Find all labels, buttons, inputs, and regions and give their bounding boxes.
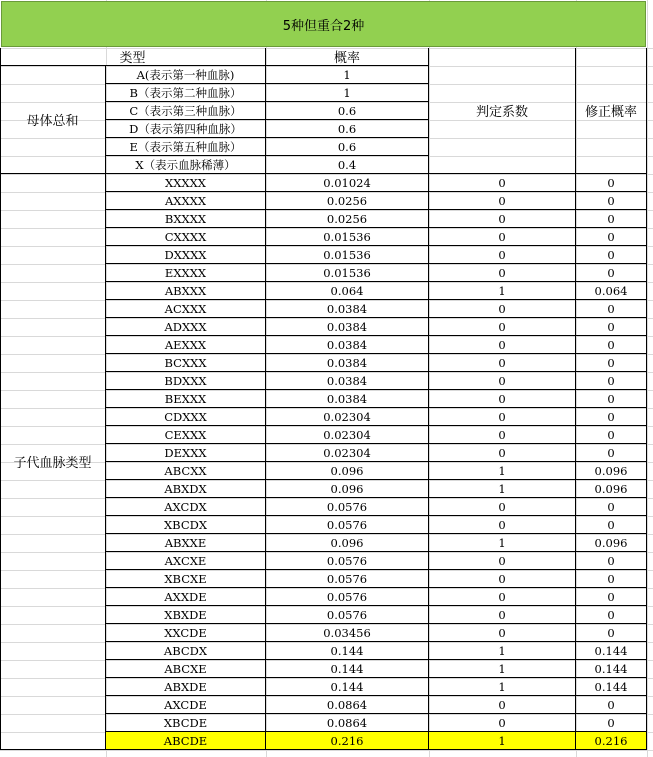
child-corrected-text: 0	[607, 193, 615, 208]
child-judge[interactable]	[429, 390, 576, 408]
parent-prob-text: 1	[343, 85, 351, 100]
child-corrected-text: 0	[607, 265, 615, 280]
child-judge[interactable]	[429, 480, 576, 498]
header-prob[interactable]	[266, 48, 429, 66]
child-prob-text: 0.0384	[326, 337, 368, 352]
child-type[interactable]	[106, 480, 266, 498]
child-prob-text: 0.03456	[323, 625, 371, 640]
parent-type-text: D（表示第四种血脉）	[129, 121, 242, 136]
child-corrected[interactable]	[576, 192, 647, 210]
child-type[interactable]	[106, 192, 266, 210]
header-prob-text: 概率	[333, 51, 360, 66]
child-corrected-text: 0	[607, 373, 615, 388]
child-type-text: BCXXX	[164, 355, 207, 370]
child-corrected[interactable]	[576, 300, 647, 318]
child-corrected-text: 0	[607, 319, 615, 334]
child-corrected[interactable]	[576, 372, 647, 390]
child-judge[interactable]	[429, 444, 576, 462]
child-type[interactable]	[106, 624, 266, 642]
child-type-text: ACXXX	[164, 301, 207, 316]
child-judge[interactable]	[429, 624, 576, 642]
child-type-text: CXXXX	[164, 229, 207, 244]
child-judge[interactable]	[429, 282, 576, 300]
child-corrected-text: 0	[607, 355, 615, 370]
child-judge-text: 0	[498, 337, 506, 352]
child-prob-text: 0.0576	[326, 553, 368, 568]
child-type[interactable]	[106, 174, 266, 192]
child-judge[interactable]	[429, 210, 576, 228]
child-corrected-text: 0	[607, 391, 615, 406]
child-type[interactable]	[106, 390, 266, 408]
child-prob[interactable]	[266, 534, 429, 552]
child-judge-text: 0	[498, 427, 506, 442]
child-type[interactable]	[106, 498, 266, 516]
child-corrected[interactable]	[576, 174, 647, 192]
child-type[interactable]	[106, 732, 266, 750]
child-corrected-text: 0	[607, 445, 615, 460]
child-prob[interactable]	[266, 498, 429, 516]
child-prob[interactable]	[266, 282, 429, 300]
gridline	[0, 750, 653, 751]
child-type-text: ABXDX	[164, 481, 207, 496]
child-prob[interactable]	[266, 300, 429, 318]
child-corrected-text: 0	[607, 697, 615, 712]
child-judge[interactable]	[429, 174, 576, 192]
child-corrected[interactable]	[576, 426, 647, 444]
child-prob-text: 0.216	[330, 733, 364, 748]
child-corrected-text: 0	[607, 211, 615, 226]
child-prob[interactable]	[266, 462, 429, 480]
child-type[interactable]	[106, 642, 266, 660]
child-judge-text: 1	[498, 679, 506, 694]
child-corrected-text: 0	[607, 517, 615, 532]
child-prob[interactable]	[266, 408, 429, 426]
child-type[interactable]	[106, 228, 266, 246]
child-corrected-text: 0	[607, 247, 615, 262]
child-prob[interactable]	[266, 444, 429, 462]
child-corrected-text: 0.096	[594, 481, 628, 496]
parent-prob-text: 0.6	[337, 139, 357, 154]
child-judge[interactable]	[429, 588, 576, 606]
child-corrected-text: 0	[607, 589, 615, 604]
child-corrected[interactable]	[576, 264, 647, 282]
child-prob-text: 0.0864	[326, 697, 368, 712]
child-judge-text: 0	[498, 625, 506, 640]
child-judge[interactable]	[429, 246, 576, 264]
child-corrected-text: 0.144	[594, 679, 628, 694]
child-judge-text: 1	[498, 661, 506, 676]
child-type-text: XBXDE	[164, 607, 207, 622]
child-type[interactable]	[106, 660, 266, 678]
child-type[interactable]	[106, 264, 266, 282]
child-prob-text: 0.0256	[326, 211, 368, 226]
child-judge-text: 0	[498, 715, 506, 730]
parent-type[interactable]	[106, 102, 266, 120]
child-prob[interactable]	[266, 426, 429, 444]
child-corrected-text: 0	[607, 175, 615, 190]
child-corrected[interactable]	[576, 534, 647, 552]
child-prob[interactable]	[266, 390, 429, 408]
child-judge[interactable]	[429, 678, 576, 696]
child-corrected-text: 0	[607, 607, 615, 622]
header-judge[interactable]	[429, 48, 576, 174]
child-judge[interactable]	[429, 318, 576, 336]
child-type-text: AXCDX	[164, 499, 207, 514]
child-prob-text: 0.096	[330, 481, 364, 496]
child-prob-text: 0.0384	[326, 373, 368, 388]
child-type-text: ABXXE	[164, 535, 207, 550]
sheet-title-banner[interactable]	[1, 1, 646, 47]
child-type-text: DEXXX	[164, 445, 207, 460]
child-prob[interactable]	[266, 642, 429, 660]
child-corrected[interactable]	[576, 228, 647, 246]
child-judge-text: 0	[498, 193, 506, 208]
child-prob-text: 0.096	[330, 463, 364, 478]
child-corrected-text: 0.144	[594, 661, 628, 676]
child-corrected-text: 0	[607, 427, 615, 442]
child-judge-text: 0	[498, 553, 506, 568]
child-group-label-text: 子代血脉类型	[13, 456, 92, 471]
child-prob[interactable]	[266, 570, 429, 588]
parent-type[interactable]	[106, 156, 266, 174]
child-type[interactable]	[106, 678, 266, 696]
child-judge-text: 0	[498, 265, 506, 280]
child-type-text: XBCDX	[163, 517, 208, 532]
child-judge-text: 0	[498, 229, 506, 244]
child-judge[interactable]	[429, 264, 576, 282]
child-group-label[interactable]	[0, 174, 106, 750]
child-type[interactable]	[106, 552, 266, 570]
child-prob[interactable]	[266, 228, 429, 246]
child-prob-text: 0.0576	[326, 499, 368, 514]
child-prob[interactable]	[266, 210, 429, 228]
child-judge-text: 0	[498, 319, 506, 334]
child-corrected[interactable]	[576, 498, 647, 516]
child-prob-text: 0.0384	[326, 319, 368, 334]
child-prob[interactable]	[266, 678, 429, 696]
parent-type-text: B（表示第二种血脉）	[129, 85, 242, 100]
child-corrected[interactable]	[576, 588, 647, 606]
gridline	[647, 0, 648, 757]
child-judge-text: 0	[498, 247, 506, 262]
child-judge-text: 0	[498, 409, 506, 424]
child-judge-text: 1	[498, 481, 506, 496]
child-prob[interactable]	[266, 732, 429, 750]
child-judge-text: 1	[498, 535, 506, 550]
parent-type[interactable]	[106, 66, 266, 84]
child-corrected[interactable]	[576, 336, 647, 354]
header-judge-text: 判定系数	[475, 105, 528, 120]
child-judge-text: 0	[498, 445, 506, 460]
parent-type-text: X（表示血脉稀薄）	[135, 157, 236, 172]
child-prob[interactable]	[266, 624, 429, 642]
sheet-title: 5种但重合2种	[282, 18, 365, 34]
child-corrected-text: 0.216	[594, 733, 628, 748]
child-type-text: AEXXX	[164, 337, 207, 352]
child-prob-text: 0.0384	[326, 301, 368, 316]
child-judge-text: 0	[498, 211, 506, 226]
parent-type-text: E（表示第五种血脉）	[129, 139, 242, 154]
child-corrected[interactable]	[576, 246, 647, 264]
child-corrected[interactable]	[576, 408, 647, 426]
child-type[interactable]	[106, 408, 266, 426]
child-judge[interactable]	[429, 300, 576, 318]
parent-prob-text: 0.4	[337, 157, 357, 172]
parent-prob-text: 1	[343, 67, 351, 82]
child-judge[interactable]	[429, 498, 576, 516]
child-judge[interactable]	[429, 696, 576, 714]
child-type[interactable]	[106, 516, 266, 534]
child-corrected[interactable]	[576, 354, 647, 372]
child-prob-text: 0.0576	[326, 607, 368, 622]
child-prob[interactable]	[266, 660, 429, 678]
child-corrected[interactable]	[576, 390, 647, 408]
parent-prob[interactable]	[266, 84, 429, 102]
child-judge-text: 0	[498, 589, 506, 604]
child-prob-text: 0.01024	[323, 175, 371, 190]
child-prob-text: 0.0384	[326, 355, 368, 370]
child-corrected[interactable]	[576, 210, 647, 228]
child-type[interactable]	[106, 282, 266, 300]
child-type-text: BDXXX	[164, 373, 207, 388]
child-corrected[interactable]	[576, 444, 647, 462]
child-corrected[interactable]	[576, 570, 647, 588]
child-prob-text: 0.144	[330, 661, 364, 676]
child-corrected-text: 0	[607, 229, 615, 244]
child-corrected[interactable]	[576, 282, 647, 300]
child-type[interactable]	[106, 336, 266, 354]
child-judge-text: 0	[498, 499, 506, 514]
child-judge[interactable]	[429, 462, 576, 480]
child-prob[interactable]	[266, 552, 429, 570]
child-judge-text: 0	[498, 517, 506, 532]
child-judge-text: 1	[498, 463, 506, 478]
child-prob-text: 0.0384	[326, 391, 368, 406]
child-prob[interactable]	[266, 516, 429, 534]
child-type[interactable]	[106, 426, 266, 444]
child-type-text: CDXXX	[164, 409, 207, 424]
child-type-text: ABCXE	[164, 661, 207, 676]
child-type-text: XXCDE	[164, 625, 207, 640]
child-corrected[interactable]	[576, 318, 647, 336]
parent-prob[interactable]	[266, 66, 429, 84]
child-judge[interactable]	[429, 192, 576, 210]
child-type-text: ABCXX	[164, 463, 207, 478]
child-type[interactable]	[106, 372, 266, 390]
child-judge[interactable]	[429, 642, 576, 660]
child-type-text: AXXXX	[164, 193, 207, 208]
child-judge[interactable]	[429, 426, 576, 444]
child-judge[interactable]	[429, 354, 576, 372]
child-judge-text: 1	[498, 733, 506, 748]
child-type[interactable]	[106, 588, 266, 606]
parent-type-text: A(表示第一种血脉)	[136, 67, 235, 82]
child-prob-text: 0.0576	[326, 589, 368, 604]
child-judge-text: 0	[498, 355, 506, 370]
child-prob-text: 0.144	[330, 679, 364, 694]
parent-type[interactable]	[106, 138, 266, 156]
child-type-text: BEXXX	[164, 391, 207, 406]
child-prob[interactable]	[266, 696, 429, 714]
child-corrected[interactable]	[576, 642, 647, 660]
child-corrected[interactable]	[576, 516, 647, 534]
child-corrected[interactable]	[576, 732, 647, 750]
child-prob[interactable]	[266, 246, 429, 264]
parent-prob[interactable]	[266, 102, 429, 120]
child-judge[interactable]	[429, 552, 576, 570]
child-judge-text: 0	[498, 571, 506, 586]
child-judge[interactable]	[429, 606, 576, 624]
child-prob-text: 0.0576	[326, 517, 368, 532]
child-judge-text: 0	[498, 607, 506, 622]
child-type-text: ADXXX	[164, 319, 207, 334]
table-left-border	[0, 48, 1, 750]
child-prob-text: 0.0864	[326, 715, 368, 730]
child-type[interactable]	[106, 696, 266, 714]
child-judge[interactable]	[429, 516, 576, 534]
child-judge-text: 0	[498, 175, 506, 190]
child-judge[interactable]	[429, 570, 576, 588]
child-prob[interactable]	[266, 336, 429, 354]
child-type[interactable]	[106, 444, 266, 462]
child-prob[interactable]	[266, 354, 429, 372]
child-type-text: EXXXX	[164, 265, 207, 280]
child-prob-text: 0.02304	[323, 445, 371, 460]
child-corrected-text: 0	[607, 571, 615, 586]
child-corrected-text: 0	[607, 301, 615, 316]
child-judge-text: 0	[498, 373, 506, 388]
child-type[interactable]	[106, 714, 266, 732]
child-type[interactable]	[106, 210, 266, 228]
child-type-text: AXCXE	[164, 553, 207, 568]
child-prob-text: 0.0256	[326, 193, 368, 208]
child-judge[interactable]	[429, 228, 576, 246]
child-type[interactable]	[106, 462, 266, 480]
child-prob-text: 0.02304	[323, 427, 371, 442]
child-corrected[interactable]	[576, 624, 647, 642]
child-judge[interactable]	[429, 372, 576, 390]
child-corrected[interactable]	[576, 552, 647, 570]
child-judge[interactable]	[429, 660, 576, 678]
child-corrected[interactable]	[576, 462, 647, 480]
parent-prob[interactable]	[266, 138, 429, 156]
parent-prob[interactable]	[266, 156, 429, 174]
child-type[interactable]	[106, 318, 266, 336]
child-corrected-text: 0	[607, 715, 615, 730]
child-corrected-text: 0	[607, 409, 615, 424]
child-type-text: XBCXE	[164, 571, 207, 586]
child-type-text: XXXXX	[165, 175, 206, 190]
child-type-text: XBCDE	[163, 715, 208, 730]
child-judge-text: 0	[498, 391, 506, 406]
parent-prob[interactable]	[266, 120, 429, 138]
child-judge[interactable]	[429, 408, 576, 426]
child-prob-text: 0.01536	[323, 229, 371, 244]
child-judge[interactable]	[429, 732, 576, 750]
child-prob-text: 0.144	[330, 643, 364, 658]
child-type[interactable]	[106, 300, 266, 318]
child-prob-text: 0.01536	[323, 247, 371, 262]
child-type-text: AXCDE	[164, 697, 207, 712]
child-prob[interactable]	[266, 192, 429, 210]
child-type-text: ABCDE	[163, 733, 208, 748]
child-type[interactable]	[106, 246, 266, 264]
parent-prob-text: 0.6	[337, 103, 357, 118]
header-corrected-text: 修正概率	[584, 105, 637, 120]
child-prob[interactable]	[266, 714, 429, 732]
child-corrected[interactable]	[576, 696, 647, 714]
child-type-text: ABXXX	[164, 283, 207, 298]
child-judge[interactable]	[429, 714, 576, 732]
child-corrected[interactable]	[576, 714, 647, 732]
child-prob-text: 0.01536	[323, 265, 371, 280]
child-judge[interactable]	[429, 534, 576, 552]
child-type[interactable]	[106, 606, 266, 624]
child-prob-text: 0.02304	[323, 409, 371, 424]
child-judge-text: 1	[498, 643, 506, 658]
child-type-text: BXXXX	[164, 211, 207, 226]
child-type-text: ABCDX	[163, 643, 208, 658]
child-prob[interactable]	[266, 372, 429, 390]
child-corrected[interactable]	[576, 678, 647, 696]
parent-type-text: C（表示第三种血脉）	[129, 103, 242, 118]
child-prob-text: 0.064	[330, 283, 364, 298]
child-judge-text: 0	[498, 697, 506, 712]
child-prob[interactable]	[266, 606, 429, 624]
child-corrected-text: 0	[607, 553, 615, 568]
child-type[interactable]	[106, 354, 266, 372]
child-type[interactable]	[106, 534, 266, 552]
header-corrected[interactable]	[576, 48, 647, 174]
child-judge-text: 0	[498, 301, 506, 316]
child-judge-text: 1	[498, 283, 506, 298]
child-prob-text: 0.0576	[326, 571, 368, 586]
child-corrected[interactable]	[576, 660, 647, 678]
child-corrected-text: 0	[607, 337, 615, 352]
child-corrected-text: 0.144	[594, 643, 628, 658]
child-type-text: CEXXX	[164, 427, 207, 442]
child-prob-text: 0.096	[330, 535, 364, 550]
child-corrected[interactable]	[576, 606, 647, 624]
parent-type[interactable]	[106, 84, 266, 102]
child-type-text: DXXXX	[164, 247, 207, 262]
child-prob[interactable]	[266, 318, 429, 336]
child-type[interactable]	[106, 570, 266, 588]
child-corrected[interactable]	[576, 480, 647, 498]
child-type-text: ABXDE	[164, 679, 207, 694]
child-prob[interactable]	[266, 174, 429, 192]
child-type-text: AXXDE	[164, 589, 207, 604]
child-prob[interactable]	[266, 588, 429, 606]
child-corrected-text: 0	[607, 499, 615, 514]
child-judge[interactable]	[429, 336, 576, 354]
child-prob[interactable]	[266, 480, 429, 498]
child-corrected-text: 0.096	[594, 463, 628, 478]
child-corrected-text: 0.064	[594, 283, 628, 298]
header-type[interactable]	[0, 48, 266, 66]
parent-group-label-text: 母体总和	[26, 114, 79, 129]
child-corrected-text: 0	[607, 625, 615, 640]
parent-prob-text: 0.6	[337, 121, 357, 136]
child-corrected-text: 0.096	[594, 535, 628, 550]
parent-group-label[interactable]	[0, 66, 106, 174]
child-prob[interactable]	[266, 264, 429, 282]
header-type-text: 类型	[119, 51, 146, 66]
parent-type[interactable]	[106, 120, 266, 138]
